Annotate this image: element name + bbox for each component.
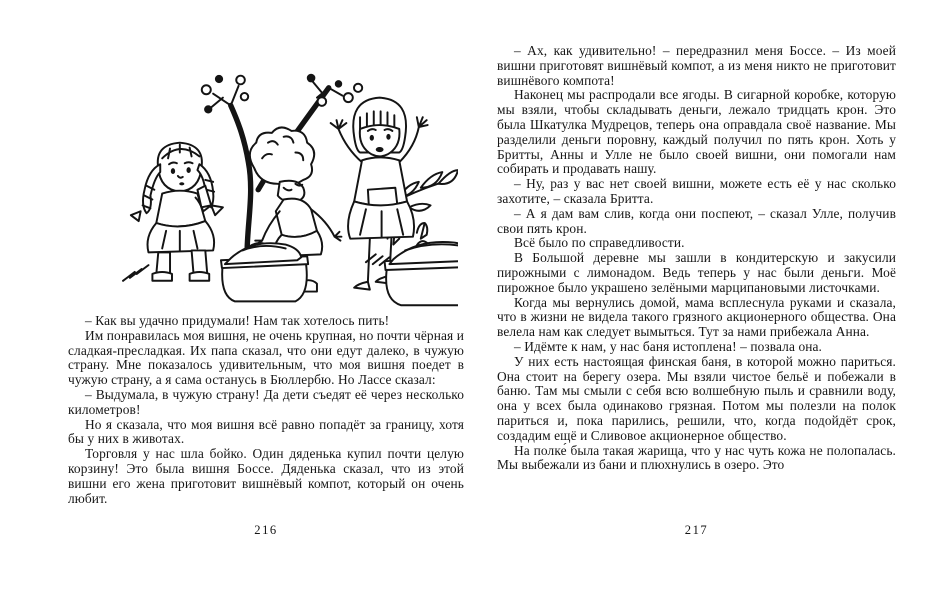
paragraph: Всё было по справедливости.	[514, 235, 685, 251]
right-basket	[385, 241, 458, 305]
left-basket	[221, 243, 308, 301]
paragraph: Но я сказала, что моя вишня всё равно попадёт за границу, хотя бы у них в животах.	[68, 416, 464, 447]
paragraph: – А я дам вам слив, когда они поспеют, – сказал Улле, получив свои пять крон.	[497, 205, 896, 236]
page-right	[497, 0, 896, 590]
paragraph: – Как вы удачно придумали! Нам так хотелось пить!	[85, 313, 390, 328]
sitting-girl-with-braids	[123, 143, 223, 281]
page-right-text	[497, 44, 896, 473]
paragraph: Наконец мы распродали все ягоды. В сигарной коробке, которую мы взяли, чтобы складывать деньги, лежало тридцать крон. Это была Шкатулка Мудрецов, теперь она оправдала своё название. Мы разделили деньги поровну, каждый получил по пять крон. Хоть у Бритты, Анны и Улле не было своей вишни, они помогали нам собирать и продавать нашу.	[497, 87, 896, 177]
paragraph: У них есть настоящая финская баня, в которой можно париться. Она стоит на берегу озера. Мы взяли чистое бельё и побежали в баню. Там мы смыли с себя всю волшебную пыль и сравнили воду, она у всех была одинаково грязная. Потом мы полезли на поло́к париться и, пока парились, решили, что, когда подойдёт срок, создадим ещё и Сливовое акционерное общество.	[497, 353, 896, 443]
page-left-text	[68, 314, 464, 506]
illustration-svg	[76, 40, 458, 310]
paragraph: – Идёмте к нам, у нас баня истоплена! – позвала она.	[514, 338, 823, 354]
paragraph: Когда мы вернулись домой, мама всплеснула руками и сказала, что в жизни не видела такого грязного акционерного общества. Она велела нам как следует вымыться. Тут за нами прибежала Анна.	[497, 294, 896, 340]
paragraph: – Ну, раз у вас нет своей вишни, можете есть её у нас сколько захотите, – сказала Бритта.	[497, 176, 896, 206]
page-left	[68, 0, 464, 590]
page-number-left: 216	[254, 523, 278, 537]
three-girls-with-baskets-illustration	[76, 40, 458, 310]
paragraph: – Выдумала, в чужую страну! Да дети съедят её через несколько километров!	[68, 386, 464, 417]
paragraph: – Ах, как удивительно! – передразнил меня Боссе. – Из моей вишни приготовят вишнёвый компот, а из меня никто не приготовит вишнёвого компота!	[497, 43, 896, 88]
page-number-right: 217	[684, 523, 709, 537]
paragraph: Торговля у нас шла бойко. Один дяденька купил почти целую корзину! Это была вишня Боссе. Дяденька сказал, что из этой вишни его жена приготовит вишнёвый компот, который он очень любит.	[68, 446, 464, 506]
paragraph: На полке́ была такая жарища, что у нас чуть кожа не полопалась. Мы выбежали из бани и плюхнулись в озеро. Это	[497, 442, 896, 473]
paragraph: Им понравилась моя вишня, не очень крупная, но почти чёрная и сладкая-пресладкая. Их папа сказал, что они едут далеко, в чужую страну. Мне показалось удивительным, что моя вишня поедет в чужую страну, а я сама останусь в Бюллербю. Но Лассе сказал:	[68, 327, 464, 388]
paragraph: В Большой деревне мы зашли в кондитерскую и закусили пирожными с лимонадом. Ведь теперь у нас были деньги. Моё пирожное было украшено зелёными марципановыми листочками.	[497, 250, 896, 295]
